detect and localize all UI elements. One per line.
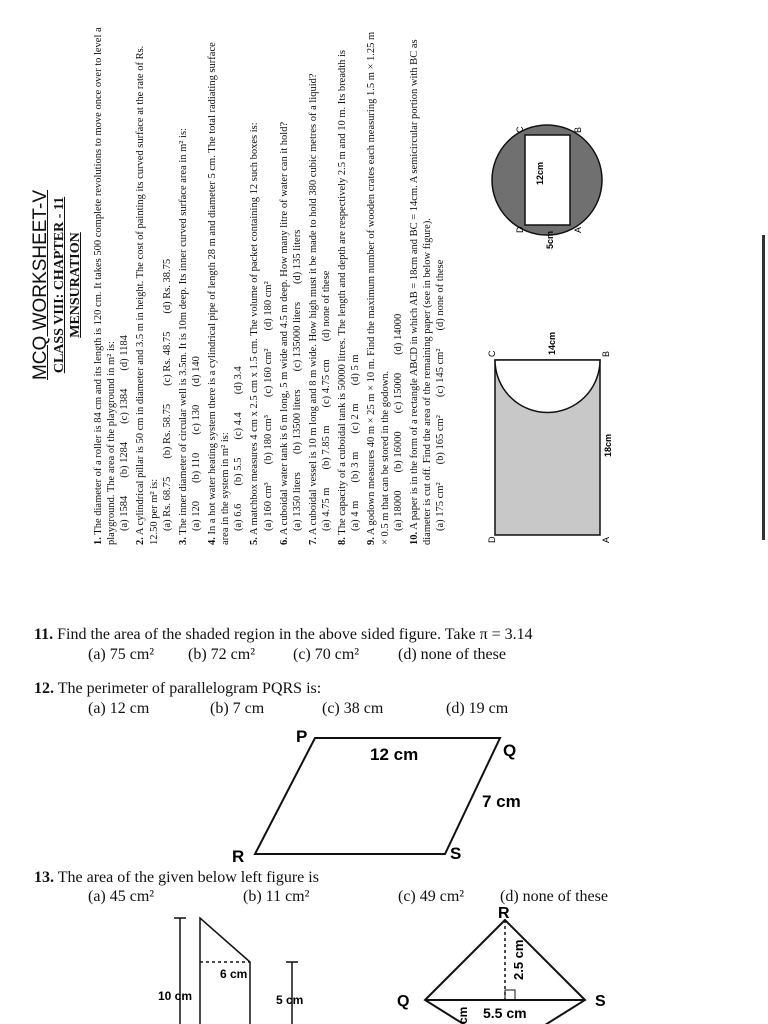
option[interactable]: (a) 1584	[119, 495, 131, 531]
label-A2: A	[573, 226, 583, 233]
question-item	[307, 25, 333, 545]
question-text: The area of the given below left figure is	[54, 869, 319, 886]
option[interactable]: (c) 4.4	[233, 412, 245, 440]
question-options	[291, 25, 304, 545]
label-C2: C	[515, 126, 525, 133]
option-c[interactable]: (c) 38 cm	[322, 700, 384, 717]
option[interactable]: (b) 110	[190, 452, 202, 483]
question-item	[92, 25, 131, 545]
question-number: 12.	[34, 680, 54, 697]
question-body: A cylindrical pillar is 50 cm in diameter and 3.5 m in height. The cost of painting its curved surface at the rate of Rs. 12.50 per m² is:	[135, 45, 160, 545]
label-12cm: 12cm	[535, 161, 545, 185]
label-14cm: 14cm	[547, 331, 557, 355]
label-A: A	[601, 536, 611, 543]
label-2-5cm: 2.5 cm	[511, 939, 526, 980]
question-body: A paper is in the form of a rectangle ABCD in which AB = 18cm and BC = 14cm. A semicircular portion with BC as diameter is cut off. Find the area of the remaining paper (see in below figure).	[408, 39, 433, 545]
question-options	[262, 25, 275, 545]
option[interactable]: (a) Rs. 68.75	[161, 476, 173, 531]
question-13	[34, 868, 754, 887]
side-label-12cm: 12 cm	[370, 745, 419, 764]
rotated-worksheet-section	[30, 25, 630, 545]
option[interactable]: (a) 120	[190, 500, 202, 531]
label-5cm: 5cm	[545, 230, 555, 249]
question-options	[349, 25, 362, 545]
option-a[interactable]: (a) 12 cm	[88, 700, 150, 717]
option[interactable]: (b) 180 cm³	[262, 415, 274, 465]
option-d[interactable]: (d) none of these	[398, 646, 506, 663]
option[interactable]: (b) 16000	[392, 431, 404, 473]
question-13-block	[34, 868, 754, 906]
question-12-options	[88, 699, 754, 719]
vertex-S: S	[595, 993, 606, 1010]
trapezium-figure	[150, 910, 320, 1024]
option[interactable]: (a) 4.75 m	[321, 487, 332, 531]
label-D2: D	[515, 226, 525, 233]
vertex-S: S	[450, 844, 462, 863]
label-B2: B	[573, 126, 583, 133]
right-angle-mark	[505, 990, 515, 1000]
option[interactable]: (c) 130	[190, 404, 202, 435]
question-number: 7.	[307, 537, 319, 545]
option[interactable]: (c) 15000	[392, 372, 404, 414]
option[interactable]: (c) Rs. 48.75	[161, 331, 173, 386]
option[interactable]: (c) 2 m	[350, 403, 362, 434]
option[interactable]: (d) none of these	[321, 270, 332, 342]
question-number: 1.	[93, 537, 104, 545]
question-item	[278, 25, 304, 545]
question-number: 3.	[177, 537, 189, 545]
rectangle-semicircle-figure	[485, 331, 615, 545]
option[interactable]: (d) 180 cm²	[262, 281, 274, 331]
vertex-Q: Q	[397, 993, 410, 1010]
question-text	[365, 25, 391, 545]
vertex-P: P	[296, 727, 308, 746]
question-number: 10.	[408, 531, 420, 545]
option[interactable]: (a) 1350 liters	[291, 472, 303, 531]
option[interactable]: (b) 165 cm²	[435, 415, 446, 465]
question-options	[232, 25, 245, 545]
question-text	[248, 25, 261, 545]
label-cm: cm	[456, 1006, 470, 1024]
question-item	[248, 25, 274, 545]
question-body: A godown measures 40 m × 25 m × 10 m. Find the maximum number of wooden crates each measuring 1.5 m × 1.25 m × 0.5 m that can be stored in the godown.	[366, 31, 391, 545]
option[interactable]: (b) 3 m	[350, 451, 362, 483]
option[interactable]: (c) 135000 liters	[291, 301, 303, 372]
rotated-question-list	[92, 25, 450, 545]
question-text	[92, 25, 118, 545]
page-edge-line	[762, 235, 765, 540]
label-C: C	[487, 350, 497, 357]
worksheet-subtitle: CLASS VIII: CHAPTER - 11	[52, 196, 67, 374]
option[interactable]: (d) Rs. 38.75	[161, 258, 173, 314]
question-text	[177, 25, 190, 545]
worksheet-title: MCQ WORKSHEET-V	[30, 190, 51, 381]
question-number: 5.	[249, 537, 261, 545]
question-body: A matchbox measures 4 cm x 2.5 cm x 1.5 cm. The volume of packet containing 12 such boxes is:	[249, 122, 261, 536]
question-body: The diameter of a roller is 84 cm and its length is 120 cm. It takes 500 complete revolutions to move once over to level a playground. The area of the playground in m² is:	[93, 27, 118, 545]
upright-questions	[34, 625, 754, 719]
question-item	[408, 25, 447, 545]
vertex-R: R	[232, 847, 245, 866]
question-item	[177, 25, 203, 545]
option-a[interactable]: (a) 75 cm²	[88, 646, 155, 663]
question-item	[134, 25, 173, 545]
option[interactable]: (b) 13500 liters	[291, 389, 303, 455]
option-a[interactable]: (a) 45 cm²	[88, 888, 155, 906]
question-number: 8.	[337, 537, 349, 545]
option-b[interactable]: (b) 7 cm	[210, 700, 265, 717]
question-number: 9.	[366, 537, 378, 545]
chapter-name: MENSURATION	[68, 232, 83, 338]
question-options	[320, 25, 333, 545]
question-12	[34, 679, 754, 699]
label-6cm: 6 cm	[220, 967, 248, 981]
question-text	[134, 25, 160, 545]
option[interactable]: (b) 7.85 m	[321, 425, 332, 470]
option-d[interactable]: (d) none of these	[500, 888, 608, 906]
label-5cm: 5 cm	[276, 993, 304, 1007]
option[interactable]: (d) 140	[190, 356, 202, 387]
kite-figure	[395, 900, 615, 1024]
question-body: A cuboidal water tank is 6 m long, 5 m wide and 4.5 m deep. How many litre of water can it hold?	[278, 121, 290, 536]
parallelogram-figure	[220, 722, 540, 867]
question-text	[408, 25, 434, 545]
question-body: A cuboidal vessel is 10 m long and 8 m wide. How high must it be made to hold 380 cubic metres of a liquid?	[307, 73, 319, 536]
circle-rectangle-figure	[485, 85, 615, 255]
question-number: 2.	[135, 537, 147, 545]
question-11-options	[88, 645, 754, 665]
question-options	[118, 25, 131, 545]
question-text: Find the area of the shaded region in the above sided figure. Take π = 3.14	[53, 626, 533, 643]
label-10cm: 10 cm	[158, 989, 193, 1003]
option[interactable]: (a) 4 m	[350, 500, 362, 531]
option[interactable]: (a) 18000	[392, 490, 404, 531]
question-text	[278, 25, 291, 545]
question-text	[336, 25, 349, 545]
inner-rectangle	[525, 135, 570, 225]
question-options	[392, 25, 405, 545]
option[interactable]: (b) 5.5	[233, 457, 245, 486]
option[interactable]: (c) 1384	[119, 388, 131, 424]
option[interactable]: (c) 4.75 cm	[321, 359, 332, 408]
question-options	[161, 25, 174, 545]
option[interactable]: (d) none of these	[435, 259, 446, 331]
option[interactable]: (b) Rs. 58.75	[161, 403, 173, 459]
vertex-Q: Q	[503, 741, 517, 760]
option[interactable]: (d) 3.4	[233, 366, 245, 395]
question-options	[190, 25, 203, 545]
option[interactable]: (a) 6.6	[233, 503, 245, 531]
question-body: The inner diameter of circular well is 3.5m. It is 10m deep. Its inner curved surface area in m² is:	[177, 128, 189, 535]
question-body: The capacity of a cuboidal tank is 50000 litres. The length and depth are respectively 2.5 m and 10 m. Its breadth is	[337, 49, 349, 535]
option-c[interactable]: (c) 49 cm²	[398, 888, 465, 906]
worksheet-header	[30, 25, 84, 545]
question-text: The perimeter of parallelogram PQRS is:	[54, 680, 322, 697]
label-5-5cm: 5.5 cm	[483, 1005, 527, 1021]
question-item	[365, 25, 404, 545]
question-item	[206, 25, 245, 545]
option[interactable]: (d) 14000	[392, 313, 404, 355]
option[interactable]: (b) 1284	[119, 441, 131, 478]
question-number: 11.	[34, 626, 54, 643]
option[interactable]: (c) 160 cm²	[262, 348, 274, 398]
side-label-7cm: 7 cm	[482, 792, 521, 811]
label-18cm: 18cm	[603, 433, 613, 457]
question-number: 13.	[34, 869, 54, 886]
question-text	[206, 25, 232, 545]
label-D: D	[487, 536, 497, 543]
question-number: 4.	[207, 537, 218, 545]
option-d[interactable]: (d) 19 cm	[446, 700, 509, 717]
option[interactable]: (a) 175 cm²	[435, 482, 446, 531]
option[interactable]: (d) 5 m	[350, 354, 362, 386]
question-item	[336, 25, 362, 545]
option[interactable]: (d) 135 liters	[291, 229, 303, 284]
option-b[interactable]: (b) 72 cm²	[188, 646, 255, 663]
question-text	[307, 25, 320, 545]
option[interactable]: (a) 160 cm³	[262, 482, 274, 531]
question-body: In a hot water heating system there is a cylindrical pipe of length 28 m and diameter 5 cm. The total radiating surface area in the system in m² is:	[207, 42, 232, 545]
option-b[interactable]: (b) 11 cm²	[243, 888, 310, 906]
vertex-R: R	[498, 905, 510, 922]
label-B: B	[601, 350, 611, 357]
option[interactable]: (c) 145 cm²	[435, 348, 446, 398]
option-c[interactable]: (c) 70 cm²	[293, 646, 360, 663]
question-11	[34, 625, 754, 645]
question-options	[434, 25, 447, 545]
question-number: 6.	[278, 537, 290, 545]
option[interactable]: (d) 1184	[119, 335, 131, 371]
